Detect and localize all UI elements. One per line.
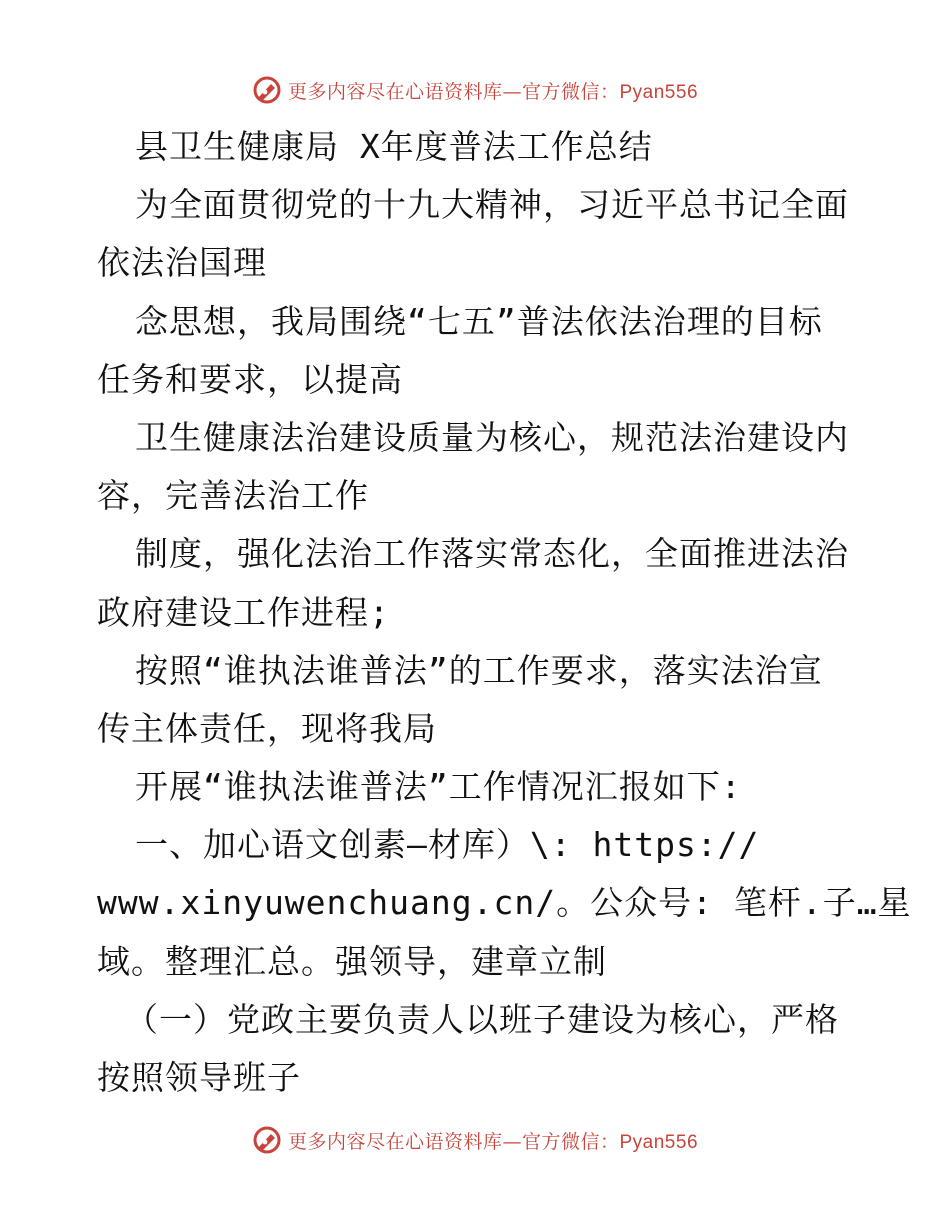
pen-nib-logo-icon xyxy=(252,75,282,105)
paragraph-line: 念思想，我局围绕“七五”普法依法治理的目标 xyxy=(135,301,823,341)
watermark-wechat-id: Pyan556 xyxy=(619,1131,699,1153)
paragraph-line: 任务和要求，以提高 xyxy=(97,359,403,399)
paragraph-line: 传主体责任，现将我局 xyxy=(97,708,437,748)
paragraph-line: 制度，强化法治工作落实常态化，全面推进法治 xyxy=(135,534,849,574)
paragraph-line: 按照“谁执法谁普法”的工作要求，落实法治宣 xyxy=(135,650,823,690)
paragraph-line: 政府建设工作进程; xyxy=(97,592,390,632)
watermark-text: 更多内容尽在心语资料库—官方微信：Pyan556 xyxy=(287,80,699,103)
subsection-line: （一）党政主要负责人以班子建设为核心，严格 xyxy=(125,999,839,1039)
paragraph-line: 域。整理汇总。强领导，建章立制 xyxy=(97,941,607,981)
document-body xyxy=(97,118,912,1107)
watermark-wechat-id: Pyan556 xyxy=(619,81,699,103)
section-heading-line: 一、加心语文创素—材库）\: https:// xyxy=(135,825,760,865)
paragraph-line: 容，完善法治工作 xyxy=(97,476,369,516)
watermark-text: 更多内容尽在心语资料库—官方微信：Pyan556 xyxy=(287,1130,699,1153)
paragraph-line: 为全面贯彻党的十九大精神，习近平总书记全面 xyxy=(135,185,849,225)
footer-watermark xyxy=(0,1120,950,1160)
header-watermark xyxy=(0,70,950,110)
document-title: 县卫生健康局 X年度普法工作总结 xyxy=(135,127,653,166)
paragraph-line: 开展“谁执法谁普法”工作情况汇报如下: xyxy=(135,767,742,807)
paragraph-line: 按照领导班子 xyxy=(97,1058,301,1097)
paragraph-line: www.xinyuwenchuang.cn/。公众号: 笔杆.子…星 xyxy=(97,883,912,923)
paragraph-line: 卫生健康法治建设质量为核心，规范法治建设内 xyxy=(135,417,849,457)
paragraph-line: 依法治国理 xyxy=(97,243,267,283)
pen-nib-logo-icon xyxy=(252,1125,282,1155)
